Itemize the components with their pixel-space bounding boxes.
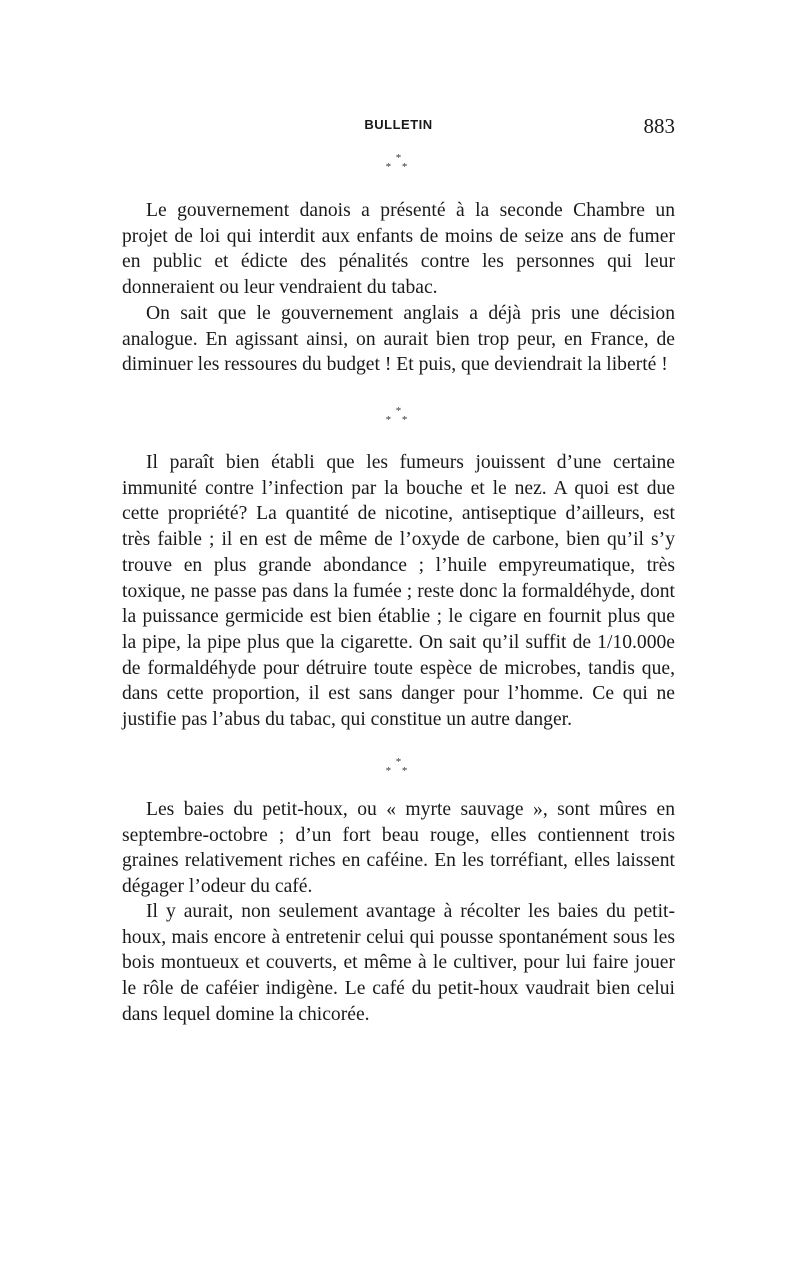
asterism-separator <box>122 154 675 172</box>
asterism-separator <box>122 758 675 776</box>
asterism-bottom-glyphs: * * <box>385 414 412 426</box>
running-title: BULLETIN <box>364 117 433 132</box>
paragraph-petit-houx-berries: Les baies du petit-houx, ou « myrte sauvage », sont mûres en septembre-octobre ; d’un fort beau rouge, elles contiennent trois graines relativement riches en caféine. En les torréfiant, elles laissent dégager l’odeur du café. <box>122 799 675 898</box>
running-header <box>122 114 675 138</box>
asterism-bottom-glyphs: * * <box>385 161 412 173</box>
paragraph-danish-law: Le gouvernement danois a présenté à la seconde Chambre un projet de loi qui interdit aux enfants de moins de seize ans de fumer en public et édicte des pénalités contre les personnes qui leur donneraient ou leur vendraient du tabac. <box>122 200 675 299</box>
asterism-top-glyph: * <box>395 152 402 164</box>
asterism-top-glyph: * <box>395 405 402 417</box>
paragraph-petit-houx-coffee: Il y aurait, non seulement avantage à récolter les baies du petit-houx, mais encore à entretenir celui qui pousse spontanément sous les bois montueux et couverts, et même à le cultiver, pour lui faire jouer le rôle de caféier indigène. Le café du petit-houx vaudrait bien celui dans lequel domine la chicorée. <box>122 901 675 1025</box>
asterism-top-glyph: * <box>395 756 402 768</box>
paragraph-smokers-immunity: Il paraît bien établi que les fumeurs jouissent d’une certaine immunité contre l’infection par la bouche et le nez. A quoi est due cette propriété? La quantité de nicotine, antiseptique d’ailleurs, est très faible ; il en est de même de l’oxyde de carbone, bien qu’il s’y trouve en plus grande abondance ; l’huile empyreumatique, très toxique, ne passe pas dans la fumée ; reste donc la formaldéhyde, dont la puissance germicide est bien établie ; le cigare en fournit plus que la pipe, la pipe plus que la cigarette. On sait qu’il suffit de 1/10.000e de formaldéhyde pour détruire toute espèce de microbes, tandis que, dans cette proportion, il est sans danger pour l’homme. Ce qui ne justifie pas l’abus du tabac, qui constitue un autre danger. <box>122 452 675 731</box>
page-number: 883 <box>643 114 675 138</box>
asterism-separator <box>122 407 675 425</box>
paragraph-english-decision: On sait que le gouvernement anglais a déjà pris une décision analogue. En agissant ainsi, on aurait bien trop peur, en France, de diminuer les ressoures du budget ! Et puis, que deviendrait la liberté ! <box>122 303 675 376</box>
asterism-bottom-glyphs: * * <box>385 765 412 777</box>
